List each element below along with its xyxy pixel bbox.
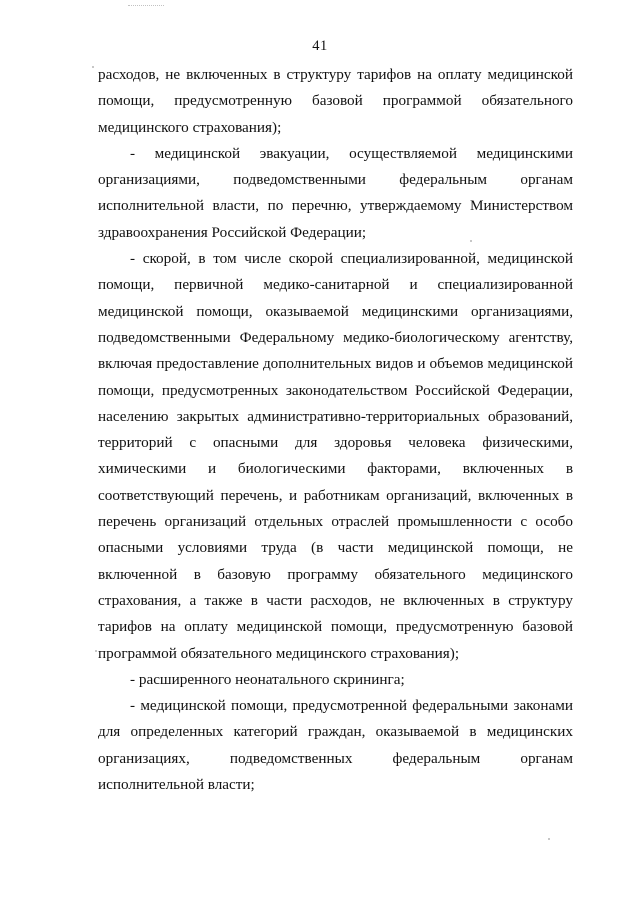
scan-speck <box>548 838 550 840</box>
paragraph-federal-laws-care: - медицинской помощи, предусмотренной федеральными законами для определенных категорий граждан, оказываемой в медицинских организациях, подведомственных федеральным органам исполнительной власти; <box>98 697 573 794</box>
scan-speck <box>92 66 94 68</box>
page-number: 41 <box>312 38 328 54</box>
paragraph-neonatal-screening: - расширенного неонатального скрининга; <box>130 670 405 688</box>
paragraph-emergency-care: - скорой, в том числе скорой специализированной, медицинской помощи, первичной медико-санитарной и специализированной медицинской помощи, оказываемой медицинскими организациями, подведомственными Федеральному медико-биологическому агентству, включая предоставление дополнительных видов и объемов медицинской помощи, предусмотренных законодательством Российской Федерации, населению закрытых административно-территориальных образований, территорий с опасными для здоровья человека физическими, химическими и биологическими факторами, включенных в соответствующий перечень, и работникам организаций, включенных в перечень организаций отдельных отраслей промышленности с особо опасными условиями труда (в части медицинской помощи, не включенной в базовую программу обязательного медицинского страхования, а также в части расходов, не включенных в структуру тарифов на оплату медицинской помощи, предусмотренную базовой программой обязательного медицинского страхования); <box>98 250 573 662</box>
scan-speck <box>470 240 472 242</box>
paragraph-medical-evacuation: - медицинской эвакуации, осуществляемой медицинскими организациями, подведомственными федеральным органам исполнительной власти, по перечню, утверждаемому Министерством здравоохранения Российской Федерации; <box>98 144 573 241</box>
scan-artifact <box>128 0 164 6</box>
body-text <box>98 62 573 798</box>
scan-speck <box>95 650 97 652</box>
paragraph-continuation: расходов, не включенных в структуру тарифов на оплату медицинской помощи, предусмотренную базовой программой обязательного медицинского страхования); <box>98 66 573 136</box>
